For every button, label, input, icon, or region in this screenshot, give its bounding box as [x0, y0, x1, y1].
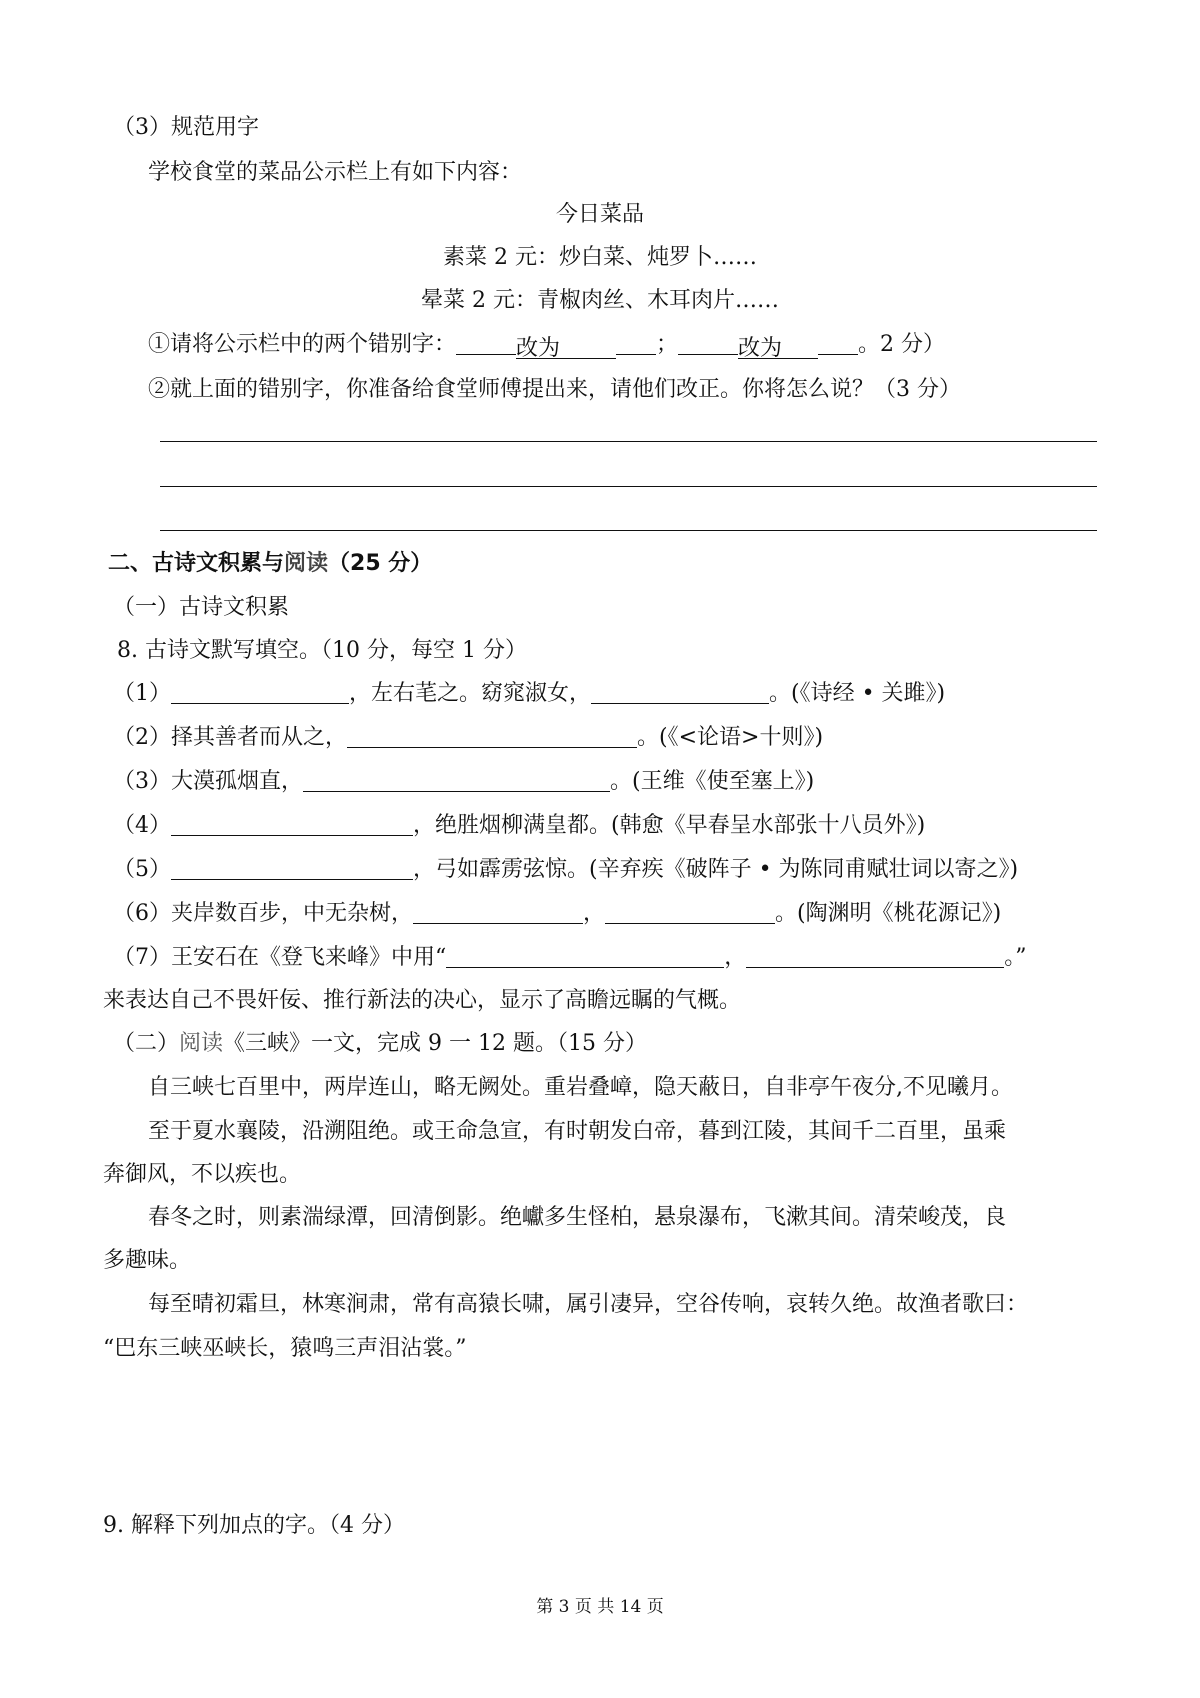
subsection-1: （一）古诗文积累 — [113, 595, 290, 620]
part2-title-b: 阅读 — [284, 551, 329, 576]
answer-blank[interactable] — [347, 723, 637, 748]
passage-p3a: 春冬之时，则素湍绿潭，回清倒影。绝巘多生怪柏，悬泉瀑布，飞漱其间。清荣峻茂，良 — [148, 1205, 1007, 1230]
part2-title-a: 二、古诗文积累与 — [108, 551, 285, 576]
sub2-b: 阅读 — [179, 1031, 224, 1056]
passage-p1: 自三峡七百里中，两岸连山，略无阙处。重岩叠嶂，隐天蔽日，自非亭午夜分,不见曦月。 — [148, 1075, 1013, 1100]
item-source: 。(陶渊明《桃花源记》) — [775, 901, 1002, 926]
answer-blank[interactable] — [738, 334, 818, 359]
answer-blank[interactable] — [171, 811, 413, 836]
q1-change-label-2: 改为 — [738, 336, 783, 361]
item-source: 。(《<论语>十则》) — [637, 725, 824, 750]
answer-blank[interactable] — [446, 943, 724, 968]
answer-blank[interactable] — [746, 943, 1004, 968]
item-7-cont: 来表达自己不畏奸佞、推行新法的决心，显示了高瞻远瞩的气概。 — [103, 988, 742, 1013]
question-8: 8. 古诗文默写填空。（10 分，每空 1 分） — [117, 638, 527, 663]
passage-p4b: “巴东三峡巫峡长，猿鸣三声泪沾裳。” — [103, 1336, 467, 1361]
answer-line[interactable] — [160, 441, 1097, 442]
answer-blank[interactable] — [171, 679, 349, 704]
answer-blank[interactable] — [818, 330, 858, 355]
passage-p2a: 至于夏水襄陵，沿溯阻绝。或王命急宣，有时朝发白帝，暮到江陵，其间千二百里，虽乘 — [148, 1119, 1007, 1144]
item-text: 。” — [1004, 945, 1027, 970]
board-title: 今日菜品 — [555, 202, 644, 227]
answer-line[interactable] — [160, 486, 1097, 487]
part2-title-c: （25 分） — [328, 551, 433, 576]
answer-blank[interactable] — [605, 899, 775, 924]
subsection-2 — [113, 1029, 647, 1059]
item-text: ，弓如霹雳弦惊。(辛弃疾《破阵子 • 为陈同甫赋壮词以寄之》) — [413, 857, 1019, 882]
item-3 — [113, 767, 814, 797]
q1-suffix: 。2 分） — [858, 332, 946, 357]
part2-title — [108, 549, 432, 579]
item-text: （2）择其善者而从之， — [113, 725, 347, 750]
item-7 — [113, 943, 1027, 973]
item-source: 。(王维《使至塞上》) — [610, 769, 815, 794]
item-text: ，绝胜烟柳满皇都。(韩愈《早春呈水部张十八员外》) — [413, 813, 926, 838]
passage-p3b: 多趣味。 — [103, 1248, 192, 1273]
item-source: 。(《诗经 • 关雎》) — [769, 681, 946, 706]
item-label: （5） — [113, 857, 171, 882]
question-1 — [148, 330, 945, 360]
item-1 — [113, 679, 945, 709]
item-text: （6）夹岸数百步，中无杂树， — [113, 901, 413, 926]
answer-line[interactable] — [160, 530, 1097, 531]
q1-prefix: ①请将公示栏中的两个错别字： — [148, 332, 457, 357]
answer-blank[interactable] — [171, 855, 413, 880]
intro-text: 学校食堂的菜品公示栏上有如下内容： — [148, 160, 523, 185]
section-heading: （3）规范用字 — [113, 115, 259, 140]
item-text: （3）大漠孤烟直， — [113, 769, 303, 794]
answer-blank[interactable] — [591, 679, 769, 704]
board-line-1: 素菜 2 元：炒白菜、炖罗卜…… — [443, 245, 757, 270]
question-2: ②就上面的错别字，你准备给食堂师傅提出来，请他们改正。你将怎么说？（3 分） — [148, 377, 961, 402]
question-9: 9. 解释下列加点的字。（4 分） — [103, 1513, 405, 1538]
item-sep: ， — [583, 901, 606, 926]
answer-blank[interactable] — [413, 899, 583, 924]
item-4 — [113, 811, 925, 841]
sub2-c: 《三峡》一文，完成 9 一 12 题。（15 分） — [223, 1031, 647, 1056]
item-6 — [113, 899, 1001, 929]
item-5 — [113, 855, 1018, 885]
answer-blank[interactable] — [303, 767, 610, 792]
passage-p2b: 奔御风，不以疾也。 — [103, 1162, 302, 1187]
item-2 — [113, 723, 823, 753]
item-text: ，左右芼之。窈窕淑女， — [349, 681, 592, 706]
sub2-a: （二） — [113, 1031, 180, 1056]
item-label: （4） — [113, 813, 171, 838]
answer-blank[interactable] — [456, 330, 516, 355]
item-text: （7）王安石在《登飞来峰》中用“ — [113, 945, 447, 970]
item-sep: ， — [724, 945, 747, 970]
passage-p4a: 每至晴初霜旦，林寒涧肃，常有高猿长啸，属引凄异，空谷传响，哀转久绝。故渔者歌曰： — [148, 1292, 1029, 1317]
page-footer: 第 3 页 共 14 页 — [536, 1597, 664, 1617]
q1-separator: ； — [656, 332, 679, 357]
q1-change-label: 改为 — [516, 336, 561, 361]
board-line-2: 晕菜 2 元：青椒肉丝、木耳肉片…… — [421, 288, 779, 313]
answer-blank[interactable] — [516, 334, 616, 359]
answer-blank[interactable] — [678, 330, 738, 355]
answer-blank[interactable] — [616, 330, 656, 355]
item-label: （1） — [113, 681, 171, 706]
